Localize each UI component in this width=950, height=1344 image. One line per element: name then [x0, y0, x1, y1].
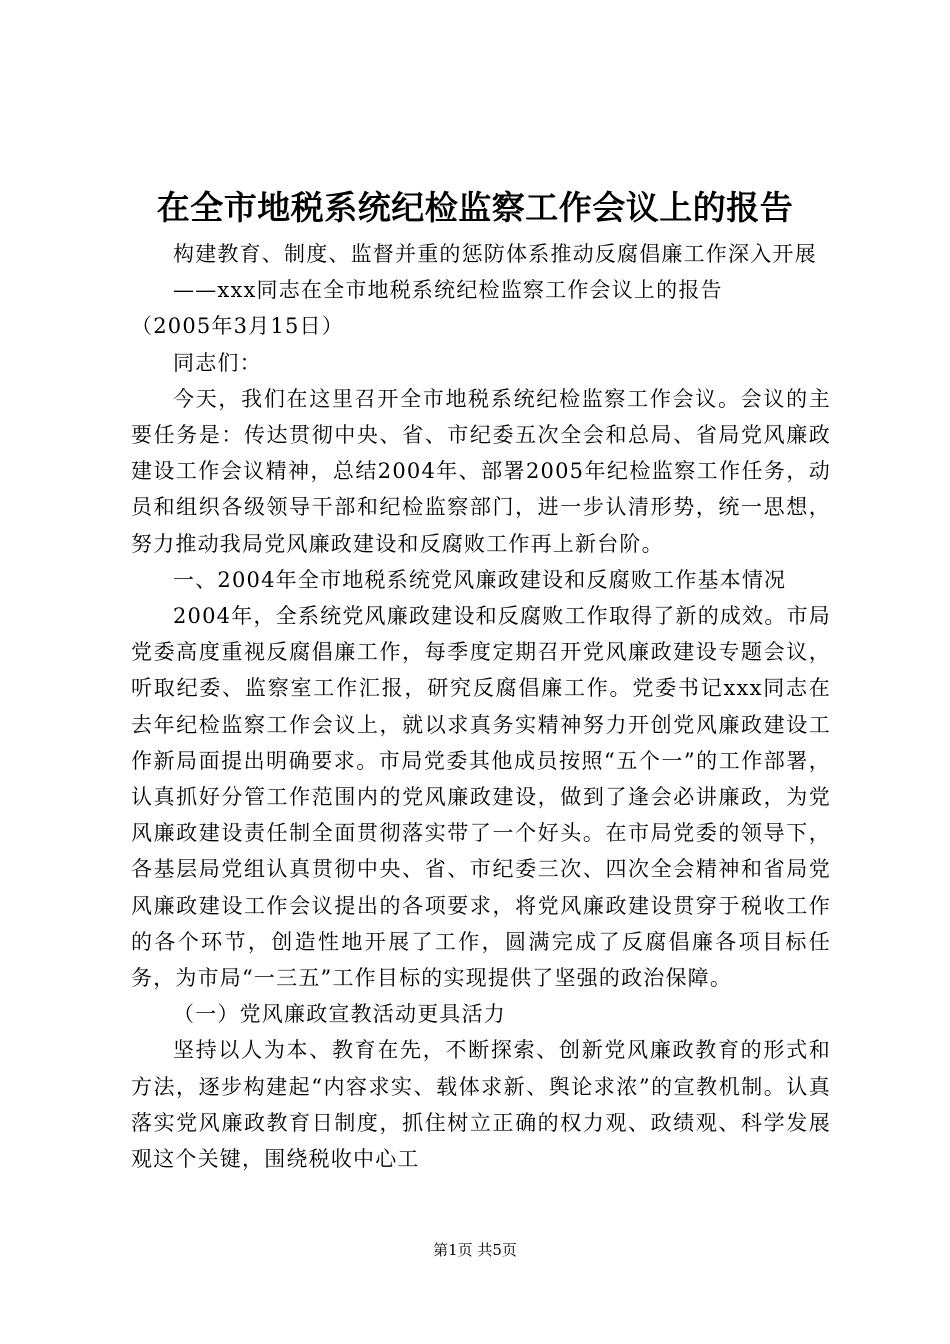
subsection-heading: （一）党风廉政宣教活动更具活力 [173, 1002, 506, 1027]
subtitle-line: 构建教育、制度、监督并重的惩防体系推动反腐倡廉工作深入开展 [173, 242, 817, 266]
body-paragraph: 2004年，全系统党风廉政建设和反腐败工作取得了新的成效。市局党委高度重视反腐倡廉工作，每季度定期召开党风廉政建设专题会议，听取纪委、监察室工作汇报，研究反腐倡廉工作。党委书记xxx同志在去年纪检监察工作会议上，就以求真务实精神努力开创党风廉政建设工作新局面提出明确要求。市局党委其他成员按照“五个一”的工作部署，认真抓好分管工作范围内的党风廉政建设，做到了逢会必讲廉政，为党风廉政建设责任制全面贯彻落实带了一个好头。在市局党委的领导下，各基层局党组认真贯彻中央、省、市纪委三次、四次全会精神和省局党风廉政建设工作会议提出的各项要求，将党风廉政建设贯穿于税收工作的各个环节，创造性地开展了工作，圆满完成了反腐倡廉各项目标任务，为市局“一三五”工作目标的实现提供了坚强的政治保障。 [131, 604, 831, 991]
section-heading: 一、2004年全市地税系统党风廉政建设和反腐败工作基本情况 [173, 567, 787, 592]
document-body [131, 236, 831, 1177]
body-paragraph: 坚持以人为本、教育在先，不断探索、创新党风廉政教育的形式和方法，逐步构建起“内容求实、载体求新、舆论求浓”的宣教机制。认真落实党风廉政教育日制度，抓住树立正确的权力观、政绩观、科学发展观这个关键，围绕税收中心工 [131, 1038, 831, 1172]
body-paragraph: 今天，我们在这里召开全市地税系统纪检监察工作会议。会议的主要任务是：传达贯彻中央、省、市纪委五次全会和总局、省局党风廉政建设工作会议精神，总结2004年、部署2005年纪检监察工作任务，动员和组织各级领导干部和纪检监察部门，进一步认清形势，统一思想，努力推动我局党风廉政建设和反腐败工作再上新台阶。 [131, 386, 831, 556]
document-title: 在全市地税系统纪检监察工作会议上的报告 [156, 188, 794, 227]
speaker-line: ——xxx同志在全市地税系统纪检监察工作会议上的报告 [173, 278, 723, 303]
salutation: 同志们： [173, 350, 262, 375]
page-number-footer: 第1页 共5页 [433, 1241, 517, 1259]
date-line: （2005年3月15日） [131, 314, 344, 339]
